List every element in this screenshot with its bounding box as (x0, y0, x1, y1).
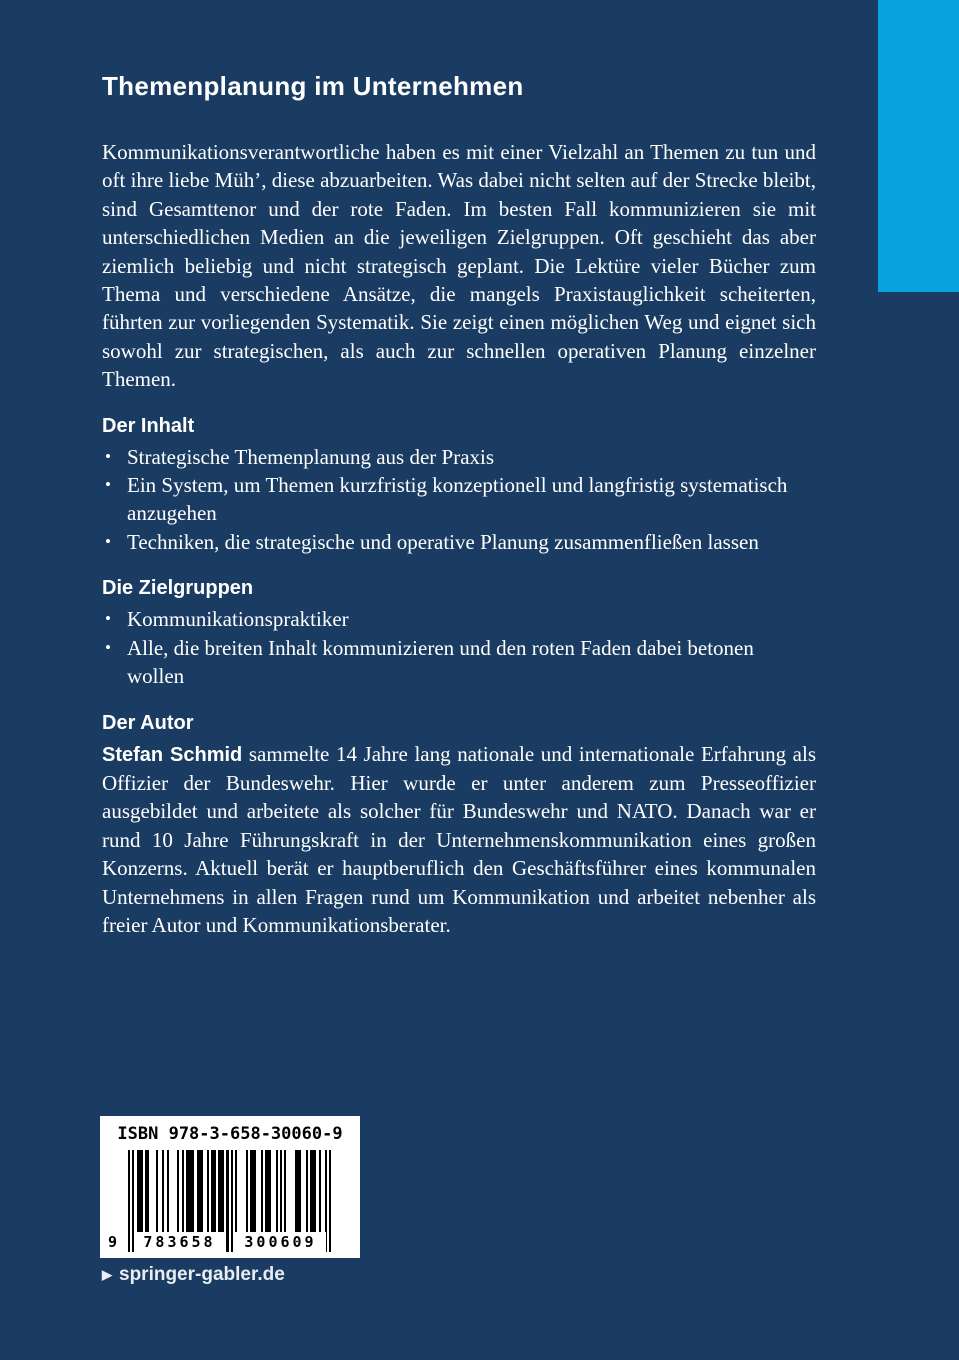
list-item-text: Alle, die breiten Inhalt kommunizieren und den roten Faden dabei betonen wollen (127, 635, 754, 689)
list-item (102, 634, 816, 691)
book-title: Themenplanung im Unternehmen (102, 71, 524, 101)
bullet-icon: • (105, 637, 111, 657)
inhalt-list (102, 443, 816, 557)
list-item-text: Techniken, die strategische und operative Planung zusammenfließen lassen (127, 529, 759, 554)
section-heading-autor: Der Autor (102, 711, 194, 734)
list-item (102, 528, 816, 556)
bullet-icon: • (105, 609, 111, 629)
author-name: Stefan Schmid (102, 743, 243, 766)
arrow-icon: ▶ (102, 1267, 112, 1282)
barcode (108, 1150, 332, 1252)
publisher-url (102, 1263, 285, 1287)
bullet-icon: • (105, 531, 111, 551)
section-heading-inhalt: Der Inhalt (102, 414, 195, 437)
list-item-text: Ein System, um Themen kurzfristig konzeptionell und langfristig systematisch anzugehen (127, 473, 788, 526)
isbn-barcode-panel (100, 1116, 360, 1258)
publisher-url-text: springer-gabler.de (119, 1264, 285, 1285)
bullet-icon: • (105, 446, 111, 466)
barcode-digits-left: 783658 (134, 1232, 225, 1252)
bullet-icon: • (105, 475, 111, 495)
list-item-text: Kommunikationspraktiker (127, 607, 349, 632)
list-item (102, 471, 816, 528)
list-item (102, 443, 816, 471)
barcode-digit-lead: 9 (108, 1233, 118, 1251)
zielgruppen-list (102, 605, 816, 690)
list-item-text: Strategische Themenplanung aus der Praxis (127, 444, 495, 469)
author-paragraph (102, 740, 816, 940)
author-bio-text: sammelte 14 Jahre lang nationale und internationale Erfahrung als Offizier der Bundeswehr. Hier wurde er unter anderem zum Presseoffizier ausgebildet und arbeitete als solcher für Bundeswehr und NATO. Danach war er rund 10 Jahre Führungskraft in der Unternehmenskommunikation eines großen Konzerns. Aktuell berät er hauptberuflich den Geschäftsführer eines kommunalen Unternehmens in allen Fragen rund um Kommunikation und arbeitet nebenher als freier Autor und Kommunikationsberater. (102, 741, 817, 937)
list-item (102, 605, 816, 633)
blurb-paragraph: Kommunikationsverantwortliche haben es mit einer Vielzahl an Themen zu tun und oft ihre liebe Müh’, diese abzuarbeiten. Was dabei nicht selten auf der Strecke bleibt, sind Gesamttenor und der rote Faden. Im besten Fall kommunizieren sie mit unterschiedlichen Medien an die jeweiligen Zielgruppen. Oft geschieht das aber ziemlich beliebig und nicht strategisch geplant. Die Lektüre vieler Bücher zum Thema und verschiedene Ansätze, die mangels Praxistauglichkeit scheiterten, führten zur vorliegenden Systematik. Sie zeigt einen möglichen Weg und eignet sich sowohl zur strategischen, als auch zur schnellen operativen Planung einzelner Themen. (102, 140, 816, 392)
isbn-text: ISBN 978-3-658-30060-9 (117, 1124, 343, 1144)
barcode-digits-right: 300609 (235, 1232, 326, 1252)
cover-text-block (102, 0, 816, 939)
section-heading-zielgruppen: Die Zielgruppen (102, 577, 254, 600)
cyan-accent-stripe (878, 0, 959, 292)
